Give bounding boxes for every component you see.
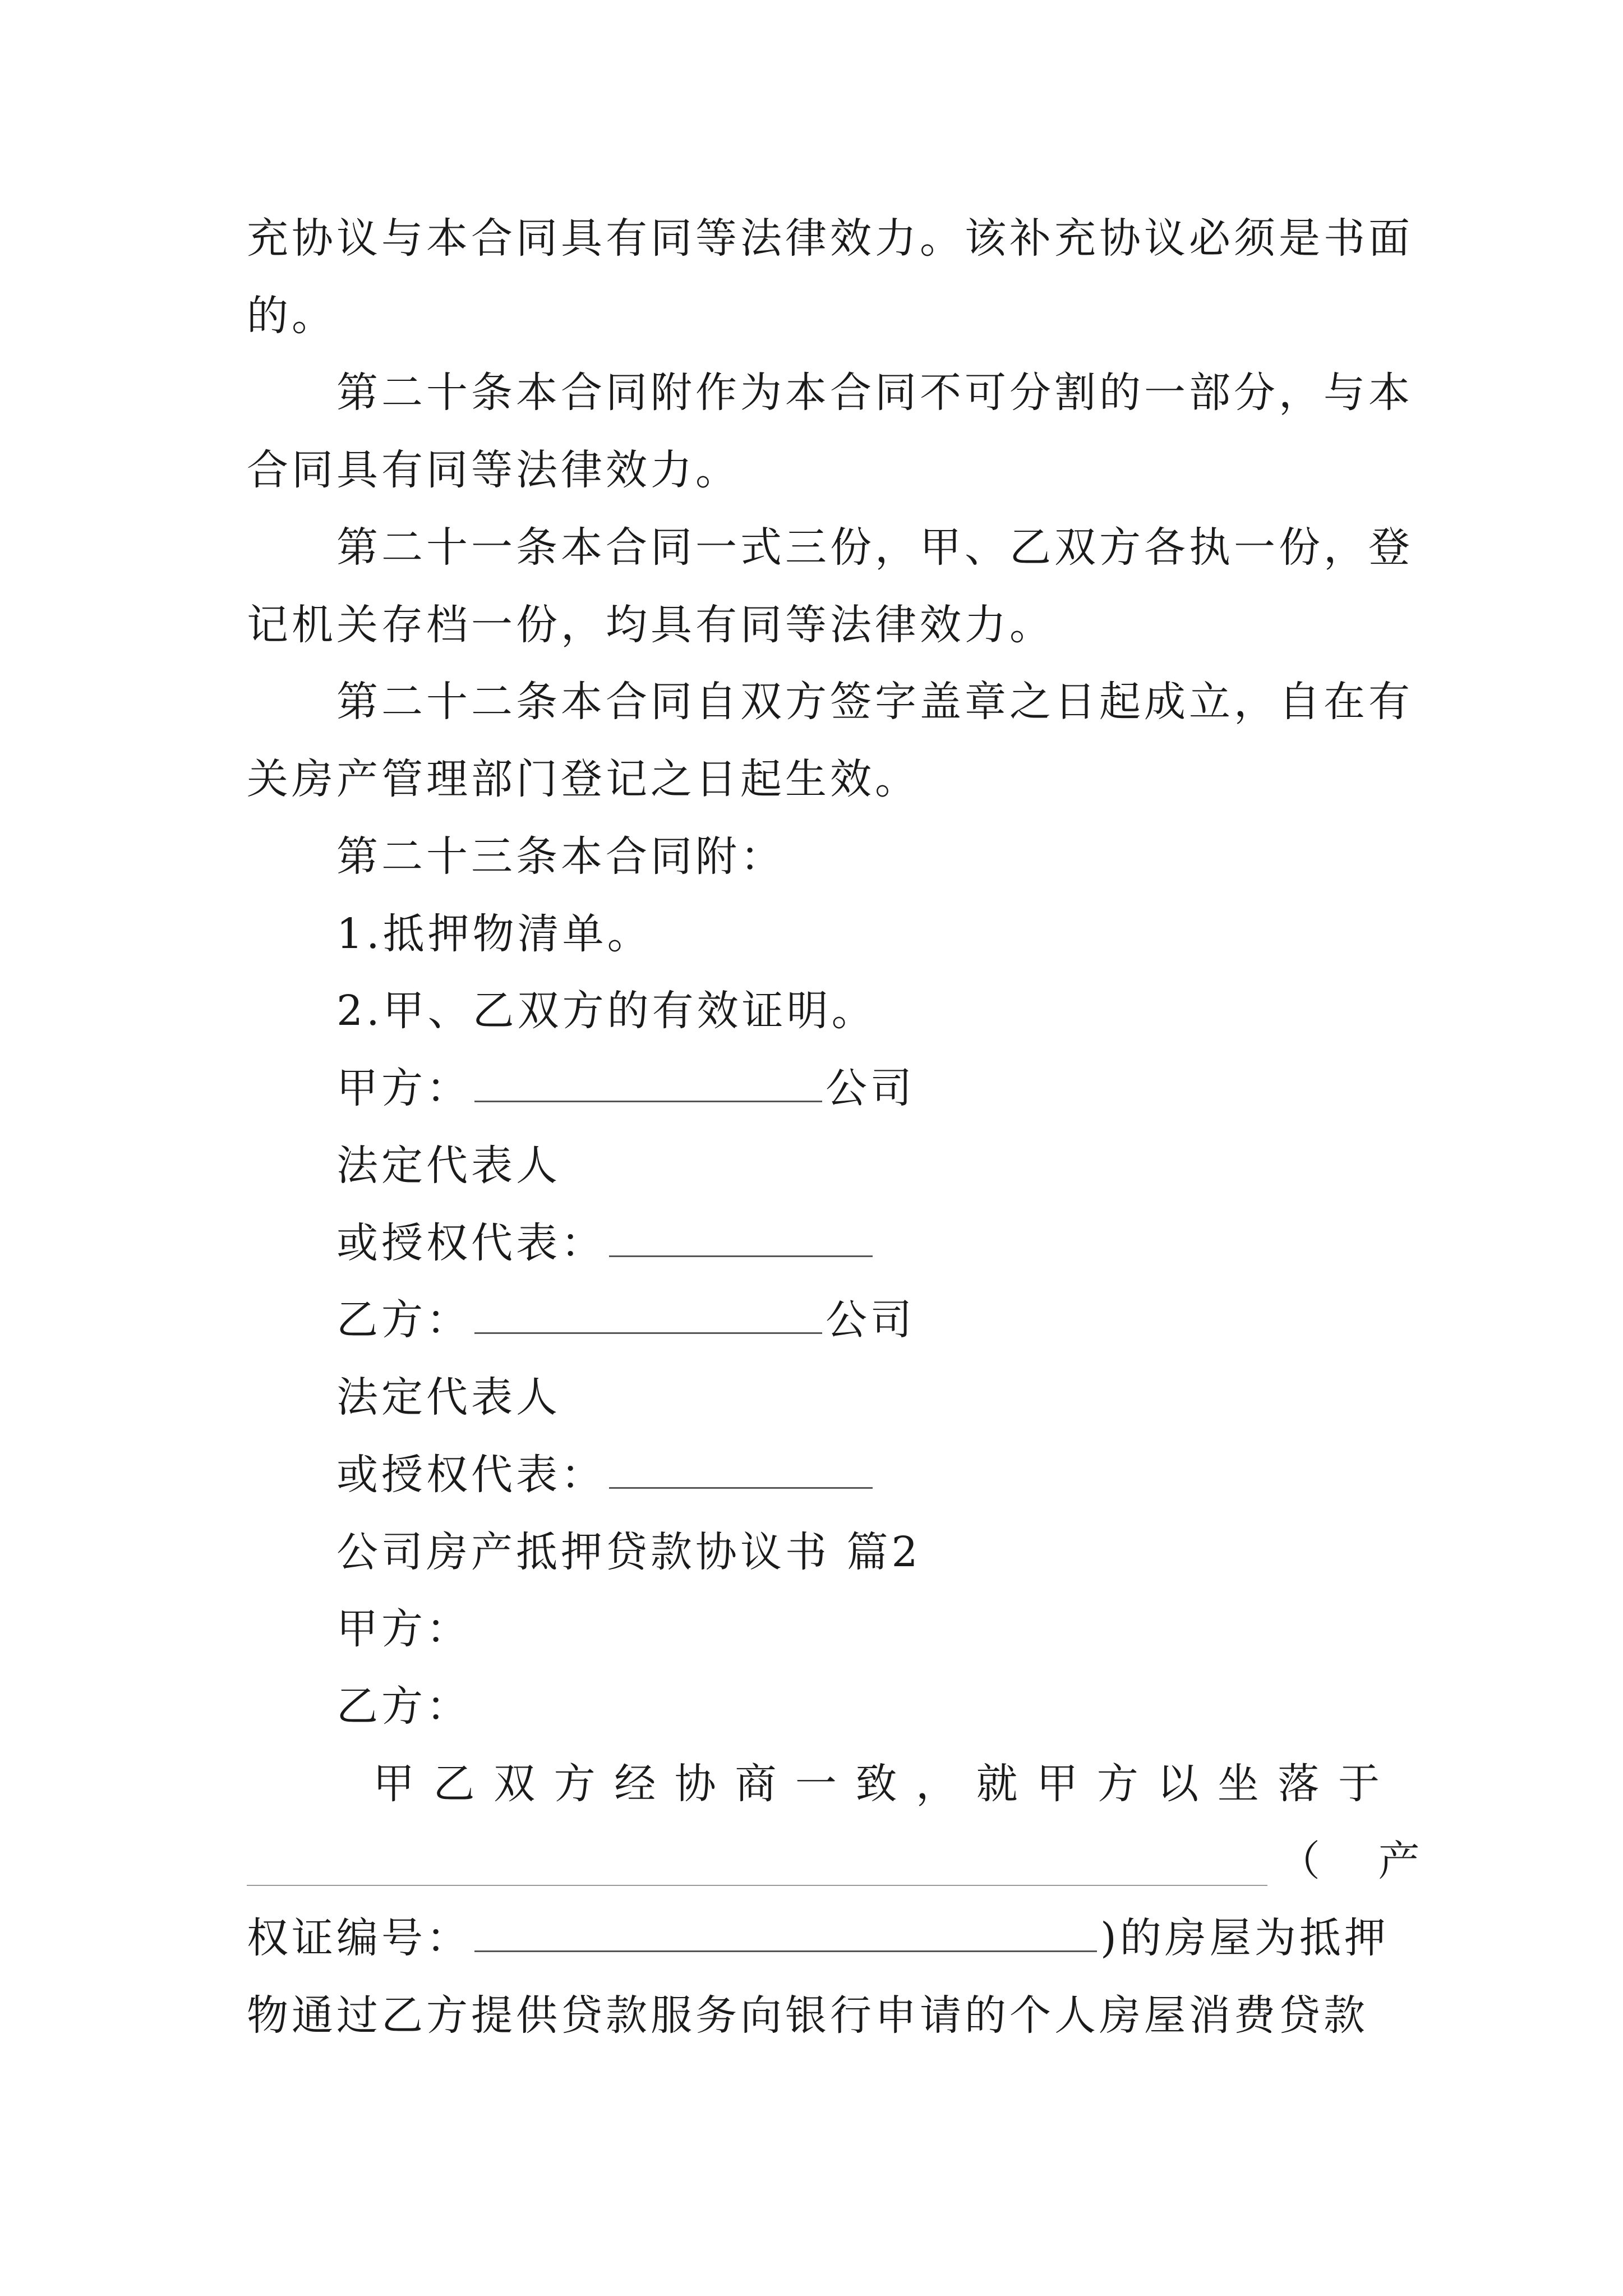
article-22-line-1: 第二十二条本合同自双方签字盖章之日起成立，自在有 xyxy=(336,678,1413,726)
auth-rep-b-label: 或授权代表： xyxy=(336,1451,606,1499)
paren-open: （ 产 xyxy=(1279,1837,1442,1885)
article-22-line-2: 关房产管理部门登记之日起生效。 xyxy=(247,755,920,803)
property-location-blank xyxy=(247,1885,1267,1886)
auth-rep-a-label: 或授权代表： xyxy=(336,1219,606,1267)
article-20-line-2: 合同具有同等法律效力。 xyxy=(247,446,740,494)
text-line-2: 的。 xyxy=(247,292,336,340)
party-a-suffix: 公司 xyxy=(826,1064,915,1112)
section-title: 公司房产抵押贷款协议书 篇2 xyxy=(336,1528,921,1576)
loan-purpose-line: 物通过乙方提供贷款服务向银行申请的个人房屋消费贷款 xyxy=(247,1991,1368,2040)
article-23-heading: 第二十三条本合同附： xyxy=(336,832,785,881)
party-a-signature-row xyxy=(336,1060,915,1116)
party-a-label-2: 甲方： xyxy=(336,1605,471,1653)
consensus-line: 甲乙双方经协商一致，就甲方以坐落于 xyxy=(373,1760,1380,1808)
party-b-signature-row xyxy=(336,1292,915,1348)
appendix-item-1: 1.抵押物清单。 xyxy=(336,910,652,958)
cert-label: 权证编号： xyxy=(247,1914,471,1962)
party-a-label: 甲方： xyxy=(336,1064,471,1112)
article-21-line-2: 记机关存档一份，均具有同等法律效力。 xyxy=(247,601,1054,649)
auth-rep-a-blank xyxy=(609,1222,873,1257)
auth-rep-b-row xyxy=(336,1447,876,1503)
cert-suffix: )的房屋为抵押 xyxy=(1100,1914,1389,1962)
party-b-label: 乙方： xyxy=(336,1296,471,1344)
auth-rep-a-row xyxy=(336,1215,876,1271)
article-21-line-1: 第二十一条本合同一式三份，甲、乙双方各执一份，登 xyxy=(336,523,1413,572)
party-b-label-2: 乙方： xyxy=(336,1682,471,1731)
legal-rep-b: 法定代表人 xyxy=(336,1373,561,1421)
party-a-name-blank xyxy=(474,1067,822,1102)
appendix-item-2: 2.甲、乙双方的有效证明。 xyxy=(336,987,877,1035)
text-line-1: 充协议与本合同具有同等法律效力。该补充协议必须是书面 xyxy=(247,214,1413,263)
cert-number-blank xyxy=(474,1917,1097,1952)
cert-number-row xyxy=(247,1910,1389,1966)
auth-rep-b-blank xyxy=(609,1453,873,1489)
legal-rep-a: 法定代表人 xyxy=(336,1142,561,1190)
party-b-name-blank xyxy=(474,1299,822,1334)
party-b-suffix: 公司 xyxy=(826,1296,915,1344)
article-20-line-1: 第二十条本合同附作为本合同不可分割的一部分，与本 xyxy=(336,369,1413,417)
